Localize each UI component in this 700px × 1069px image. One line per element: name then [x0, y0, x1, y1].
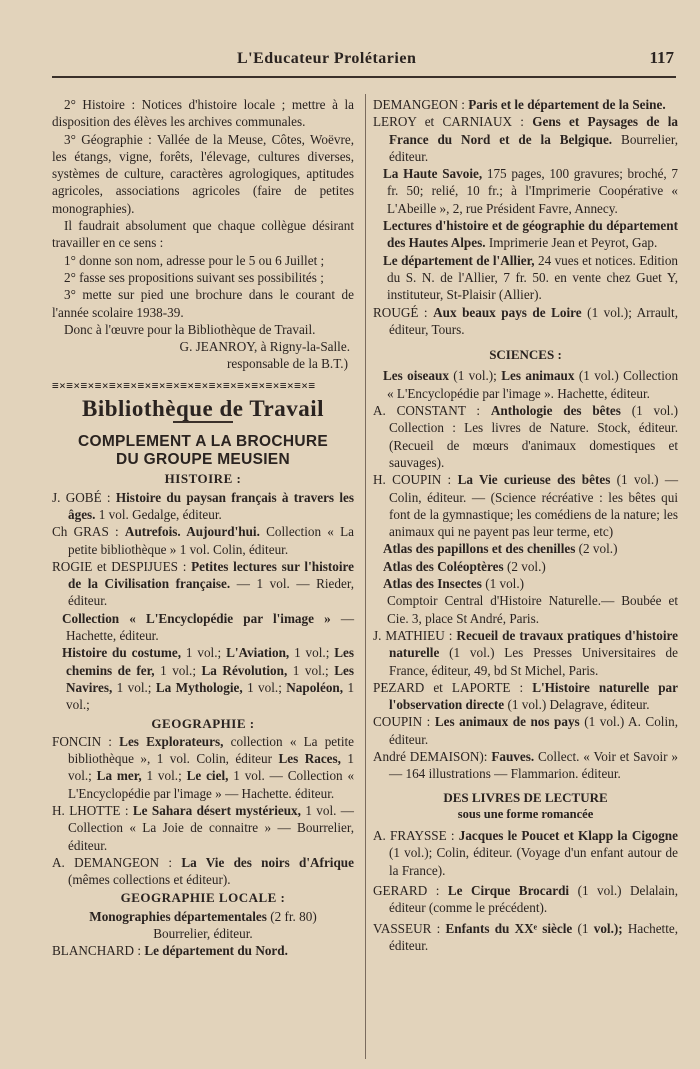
- entry-encyclopedie: Collection « L'Encyclopédie par l'image » — Hachette, éditeur.: [62, 610, 354, 644]
- entry-demangeon-paris: DEMANGEON : Paris et le département de la Seine.: [373, 97, 666, 112]
- entry-monographies: Monographies départementales (2 fr. 80): [89, 908, 317, 924]
- entry-foncin: FONCIN : Les Explorateurs, collection « La petite bibliothèque », 1 vol. Colin, éditeur Les Races, 1 vol.; La mer, 1 vol.; Le ciel, 1 vol. — Collection « L'Encyclopédie par l'image » — Hachette. éditeur.: [52, 733, 355, 801]
- entry-pezard-laporte: PEZARD et LAPORTE : L'Histoire naturelle par l'observation directe (1 vol.) Delagrave, éditeur.: [373, 679, 679, 713]
- entry-coupin-vie: H. COUPIN : La Vie curieuse des bêtes (1 vol.) — Colin, éditeur. — (Science récréative : les bêtes qui font de la gymnastique; les comédiens de la nature; les animaux qui ne payent pas leur terme, etc): [373, 472, 679, 540]
- entry-constant: A. CONSTANT : Anthologie des bêtes (1 vol.) Collection : Les livres de Nature. Stock, éditeur. (Recueil de mœurs d'animaux domestiques et sauvages).: [373, 403, 679, 470]
- entry-mathieu: J. MATHIEU : Recueil de travaux pratiques d'histoire naturelle (1 vol.) Les Presses Universitaires de France, éditeur, 49, bd St Michel, Paris.: [373, 627, 679, 678]
- heading-livres-lecture: DES LIVRES DE LECTURE: [443, 789, 608, 805]
- entry-atlas-insectes: Atlas des Insectes (1 vol.): [383, 576, 525, 592]
- paragraph-donc: Donc à l'œuvre pour la Bibliothèque de Travail.: [64, 321, 316, 337]
- title-rule: [173, 421, 233, 423]
- entry-lhotte: H. LHOTTE : Le Sahara désert mystérieux, 1 vol. — Collection « La Joie de connaitre » — Bourrelier, éditeur.: [52, 802, 354, 853]
- complement-heading-line2: DU GROUPE MEUSIEN: [116, 451, 290, 469]
- entry-hautes-alpes: Lectures d'histoire et de géographie du département des Hautes Alpes. Imprimerie Jean et Peyrot, Gap.: [383, 218, 678, 251]
- heading-sciences: SCIENCES :: [489, 347, 562, 363]
- entry-demangeon-afrique: A. DEMANGEON : La Vie des noirs d'Afrique (mêmes collections et éditeur).: [52, 854, 354, 888]
- entry-rogie: ROGIE et DESPIJUES : Petites lectures sur l'histoire de la Civilisation française. — 1 vol. — Rieder, éditeur.: [52, 558, 354, 609]
- paragraph-item-1: 1° donne son nom, adresse pour le 5 ou 6 Juillet ;: [64, 252, 325, 268]
- left-column: [52, 96, 354, 960]
- heading-geographie: GEOGRAPHIE :: [151, 715, 255, 731]
- entry-coupin-animaux: COUPIN : Les animaux de nos pays (1 vol.) A. Colin, éditeur.: [373, 714, 679, 747]
- complement-heading-line1: COMPLEMENT A LA BROCHURE: [77, 433, 329, 451]
- paragraph-item-2: 2° fasse ses propositions suivant ses possibilités ;: [64, 269, 324, 285]
- entry-atlas-papillons: Atlas des papillons et des chenilles (2 vol.): [383, 541, 618, 557]
- entry-allier: Le département de l'Allier, 24 vues et notices. Edition du S. N. de l'Allier, 7 fr. 50. en vente chez Guet Y, instituteur, St-Plaisir (Allier).: [383, 252, 679, 303]
- heading-geographie-locale: GEOGRAPHIE LOCALE :: [120, 890, 286, 906]
- right-column: [373, 96, 678, 954]
- entry-leroy-carniaux: LEROY et CARNIAUX : Gens et Paysages de la France du Nord et de la Belgique. Bourrelier, éditeur.: [373, 114, 678, 164]
- section-title-bibliotheque: Bibliothèque de Travail: [82, 396, 324, 422]
- signature-name: G. JEANROY, à Rigny-la-Salle.: [179, 339, 350, 355]
- entry-gerard: GERARD : Le Cirque Brocardi (1 vol.) Delalain, éditeur (comme le précédent).: [373, 883, 679, 916]
- entry-rouge: ROUGÉ : Aux beaux pays de Loire (1 vol.); Arrault, éditeur, Tours.: [373, 304, 679, 337]
- entry-gobe: J. GOBÉ : Histoire du paysan français à travers les âges. 1 vol. Gedalge, éditeur.: [52, 489, 355, 522]
- subheading-romancee: sous une forme romancée: [457, 806, 594, 821]
- running-header: [52, 48, 676, 78]
- decorative-border: ≡×≡×≡×≡×≡×≡×≡×≡×≡×≡×≡×≡×≡×≡×≡×≡×≡×≡×≡: [52, 378, 316, 392]
- journal-title: L'Educateur Prolétarien: [237, 50, 417, 67]
- entry-fraysse: A. FRAYSSE : Jacques le Poucet et Klapp la Cigogne (1 vol.); Colin, éditeur. (Voyage d'un enfant autour de la France).: [373, 828, 678, 878]
- paragraph-histoire: 2° Histoire : Notices d'histoire locale ; mettre à la disposition des élèves les archives communales.: [52, 97, 354, 130]
- column-divider: [365, 94, 366, 1059]
- entry-demaison: André DEMAISON): Fauves. Collect. « Voir et Savoir » — 164 illustrations — Flammarion. éditeur.: [373, 748, 678, 782]
- entry-oiseaux-animaux: Les oiseaux (1 vol.); Les animaux (1 vol.) Collection « L'Encyclopédie par l'image ». Hachette, éditeur.: [383, 368, 679, 401]
- entry-blanchard: BLANCHARD : Le département du Nord.: [52, 943, 288, 959]
- paragraph-il-faudrait: Il faudrait absolument que chaque collègue désirant travailler en ce sens :: [52, 218, 354, 251]
- heading-histoire: HISTOIRE :: [164, 471, 242, 487]
- entry-gras: Ch GRAS : Autrefois. Aujourd'hui. Collection « La petite bibliothèque » 1 vol. Colin, éditeur.: [52, 524, 355, 557]
- entry-comptoir: Comptoir Central d'Histoire Naturelle.— Boubée et Cie. 3, place St André, Paris.: [387, 593, 678, 626]
- entry-encyclopedie-titles: Histoire du costume, 1 vol.; L'Aviation, 1 vol.; Les chemins de fer, 1 vol.; La Révolution, 1 vol.; Les Navires, 1 vol.; La Mythologie, 1 vol.; Napoléon, 1 vol.;: [62, 645, 355, 713]
- paragraph-geographie: 3° Géographie : Vallée de la Meuse, Côtes, Woëvre, les étangs, vigne, forêts, l'élevage, cultures diverses, systèmes de culture, caractères agrologiques, aptitudes agricoles, associations agricoles (faire de petites monographies).: [52, 131, 354, 216]
- entry-atlas-coleopteres: Atlas des Coléoptères (2 vol.): [383, 558, 546, 574]
- paragraph-item-3: 3° mette sur pied une brochure dans le courant de l'année scolaire 1938-39.: [52, 287, 354, 320]
- page-number: 117: [649, 48, 674, 67]
- entry-haute-savoie: La Haute Savoie, 175 pages, 100 gravures; broché, 7 fr. 50; relié, 10 fr.; à l'Imprimerie Coopérative « L'Abeille », 2, rue Président Favre, Annecy.: [383, 166, 679, 216]
- entry-vasseur: VASSEUR : Enfants du XXᵉ siècle (1 vol.); Hachette, éditeur.: [373, 920, 679, 953]
- signature-role: responsable de la B.T.): [227, 356, 348, 372]
- entry-monographies-publisher: Bourrelier, éditeur.: [153, 926, 253, 942]
